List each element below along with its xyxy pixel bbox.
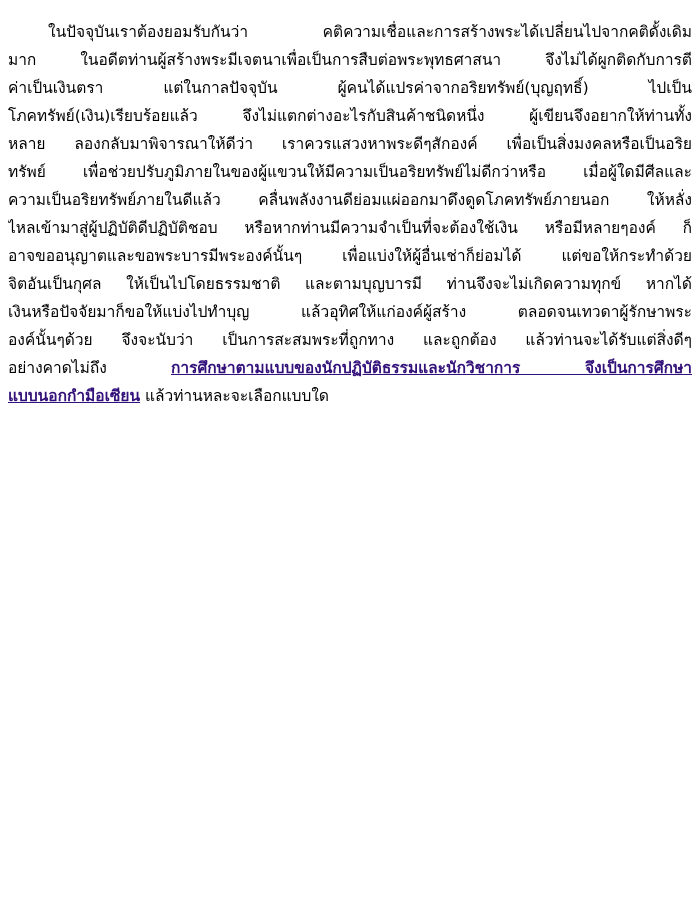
emphasized-link-text[interactable]: แบบนอกกำมือเซียน <box>8 387 141 405</box>
paragraph-line: เงินหรือปัจจัยมาก็ขอให้แบ่งไปทำบุญ แล้วอุทิศให้แก่องค์ผู้สร้าง ตลอดจนเทวดาผู้รักษาพระ <box>8 303 692 321</box>
paragraph-line <box>8 354 692 383</box>
paragraph-line: จิตอันเป็นกุศล ให้เป็นไปโดยธรรมชาติ และตามบุญบารมี ท่านจึงจะไม่เกิดความทุกข์ หากได้ <box>8 275 692 293</box>
line-text: แล้วท่านหละจะเลือกแบบใด <box>140 387 329 405</box>
paragraph-line: องค์นั้นๆด้วย จึงจะนับว่า เป็นการสะสมพระที่ถูกทาง และถูกต้อง แล้วท่านจะได้รับแต่สิ่งดีๆ <box>8 331 692 349</box>
paragraph-line: โภคทรัพย์(เงิน)เรียบร้อยแล้ว จึงไม่แตกต่างอะไรกับสินค้าชนิดหนึ่ง ผู้เขียนจึงอยากให้ท่านทั้ง <box>8 107 692 125</box>
emphasized-link-text[interactable]: การศึกษาตามแบบของนักปฏิบัติธรรมและนักวิชาการ จึงเป็นการศึกษา <box>171 359 692 377</box>
paragraph-line: มาก ในอดีตท่านผู้สร้างพระมีเจตนาเพื่อเป็นการสืบต่อพระพุทธศาสนา จึงไม่ได้ผูกติดกับการตี <box>8 51 692 69</box>
paragraph-line: ไหลเข้ามาสู่ผู้ปฏิบัติดีปฏิบัติชอบ หรือหากท่านมีความจำเป็นที่จะต้องใช้เงิน หรือมีหลายๆองค์ ก็ <box>8 219 692 237</box>
paragraph-line: หลาย ลองกลับมาพิจารณาให้ดีว่า เราควรแสวงหาพระดีๆสักองค์ เพื่อเป็นสิ่งมงคลหรือเป็นอริย <box>8 135 692 153</box>
paragraph-line <box>8 382 692 411</box>
paragraph-line: ทรัพย์ เพื่อช่วยปรับภูมิภายในของผู้แขวนให้มีความเป็นอริยทรัพย์ไม่ดีกว่าหรือ เมื่อผู้ใดมีศีลและ <box>8 163 692 181</box>
paragraph-line: อาจขออนุญาตและขอพระบารมีพระองค์นั้นๆ เพื่อแบ่งให้ผู้อื่นเช่าก็ย่อมได้ แต่ขอให้กระทำด้วย <box>8 247 692 265</box>
paragraph-line: ความเป็นอริยทรัพย์ภายในดีแล้ว คลื่นพลังงานดีย่อมแผ่ออกมาดึงดูดโภคทรัพย์ภายนอก ให้หลั่ง <box>8 191 692 209</box>
paragraph-line: ในปัจจุบันเราต้องยอมรับกันว่า คติความเชื่อและการสร้างพระได้เปลี่ยนไปจากคติดั้งเดิม <box>48 23 692 41</box>
paragraph-line: ค่าเป็นเงินตรา แต่ในกาลปัจจุบัน ผู้คนได้แปรค่าจากอริยทรัพย์(บุญฤทธิ์) ไปเป็น <box>8 79 692 97</box>
line-text: อย่างคาดไม่ถึง <box>8 359 172 377</box>
